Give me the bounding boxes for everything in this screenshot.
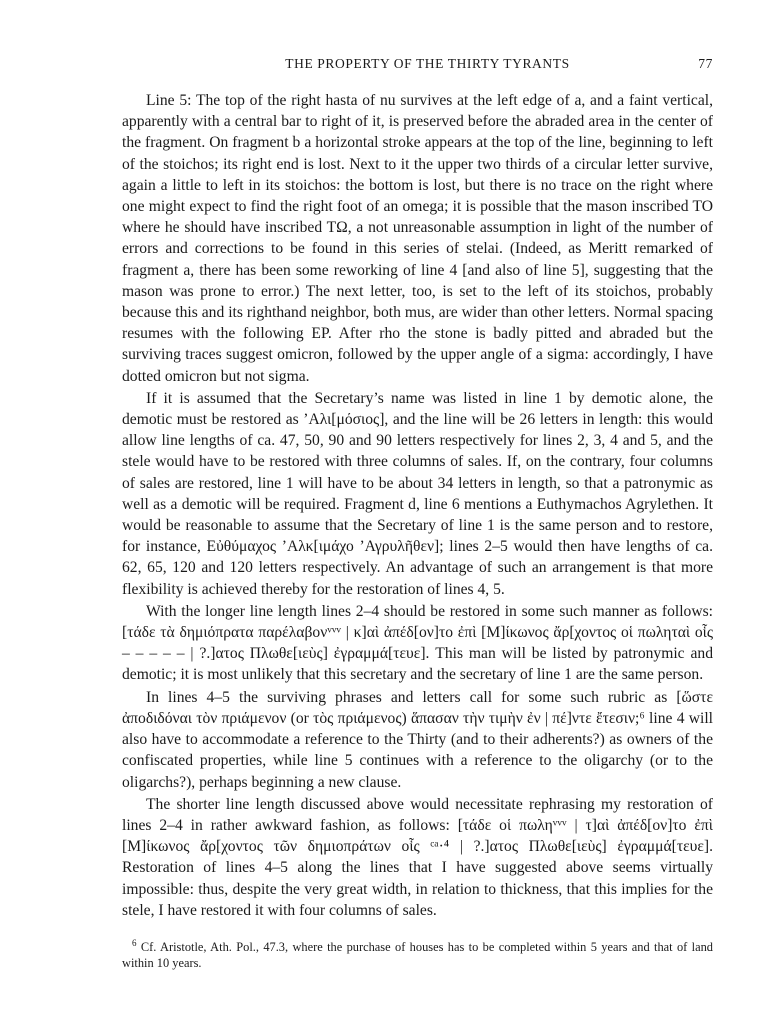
paragraph-shorter-line-length: The shorter line length discussed above would necessitate rephrasing my restoration of lines 2–4 in rather awkward fashion, as follows: [τάδε οἱ πωληᵛᵛᵛ | τ]αὶ ἀπέδ[ον]το ἐπὶ [Μ]ίκωνος ἄρ[χοντος τῶν δημιοπράτων οἷς ᶜᵃ·⁴ | ?.]ατος Πλωθε[ιεὺς] ἐγραμμά[τευε]. Restoration of lines 4–5 along the lines that I have suggested above seems virtually impossible: thus, despite the very great width, in relation to thickness, that this implies for the stele, I have restored it with four columns of sales. bbox=[122, 795, 713, 919]
paragraph-secretary-name: If it is assumed that the Secretary’s name was listed in line 1 by demotic alone, the demotic must be restored as ’Αλι[μόσιος], and the line will be 26 letters in length: this would allow line lengths of ca. 47, 50, 90 and 90 letters respectively for lines 2, 3, 4 and 5, and the stele would have to be restored with three columns of sales. If, on the contrary, four columns of sales are restored, line 1 will have to be about 34 letters in length, so that a patronymic as well as a demotic will be required. Fragment d, line 6 mentions a Euthymachos Agrylethen. It would be reasonable to assume that the Secretary of line 1 is the same person and to restore, for instance, Εὐθύμαχος ’Αλκ[ιμάχο ’Αγρυλῆθεν]; lines 2–5 would then have lengths of ca. 62, 65, 120 and 120 letters respectively. An advantage of such an arrangement is that more flexibility is achieved thereby for the restoration of lines 4, 5. bbox=[122, 389, 713, 598]
footnote-marker: 6 bbox=[132, 937, 137, 948]
paragraph-longer-line-length: With the longer line length lines 2–4 should be restored in some such manner as follows: [τάδε τὰ δημιόπρατα παρέλαβονᵛᵛᵛ | κ]αὶ ἀπέδ[ον]το ἐπὶ [Μ]ίκωνος ἄρ[χοντος οἱ πωληταὶ οἷς – – – – – | ?.]ατος Πλωθε[ιεὺς] ἐγραμμά[τευε]. This man will be listed by patronymic and demotic; it is most unlikely that this secretary and the secretary of line 1 are the same person. bbox=[122, 602, 713, 684]
running-head bbox=[122, 56, 713, 78]
paragraph-lines-4-5: In lines 4–5 the surviving phrases and letters call for some such rubric as [ὥστε ἀποδιδόναι τὸν πριάμενον (or τὸς πριάμενος) ἅπασαν τὴν τιμὴν ἐν | πέ]ντε ἔτεσιν;⁶ line 4 will also have to accommodate a reference to the Thirty (and to their adherents?) as owners of the confiscated properties, while line 5 continues with a reference to the oligarchy (or to the oligarchs?), perhaps beginning a new clause. bbox=[122, 688, 713, 791]
body-text bbox=[122, 90, 713, 921]
page-number: 77 bbox=[698, 56, 713, 71]
running-head-title: THE PROPERTY OF THE THIRTY TYRANTS bbox=[285, 56, 570, 71]
page bbox=[122, 56, 713, 972]
footnote-text: Cf. Aristotle, Ath. Pol., 47.3, where the purchase of houses has to be completed within 5 years and that of land within 10 years. bbox=[122, 939, 713, 971]
paragraph-line-5: Line 5: The top of the right hasta of nu survives at the left edge of a, and a faint vertical, apparently with a central bar to right of it, is preserved before the abraded area in the center of the fragment. On fragment b a horizontal stroke appears at the top of the line, beginning to left of the stoichos; its right end is lost. Next to it the upper two thirds of a circular letter survive, again a little to left in its stoichos: the bottom is lost, but there is no trace on the right where one might expect to find the right foot of an omega; it is possible that the mason inscribed TO where he should have inscribed TΩ, a not unreasonable assumption in light of the number of errors and corrections to be found in this series of stelai. (Indeed, as Meritt remarked of fragment a, there has been some reworking of line 4 [and also of line 5], suggesting that the mason was prone to error.) The next letter, too, is set to the left of its stoichos, probably because this and its righthand neighbor, both mus, are wider than other letters. Normal spacing resumes with the following EP. After rho the stone is badly pitted and abraded but the surviving traces suggest omicron, followed by the upper angle of a sigma: accordingly, I have dotted omicron but not sigma. bbox=[122, 92, 713, 385]
footnote bbox=[122, 939, 713, 972]
